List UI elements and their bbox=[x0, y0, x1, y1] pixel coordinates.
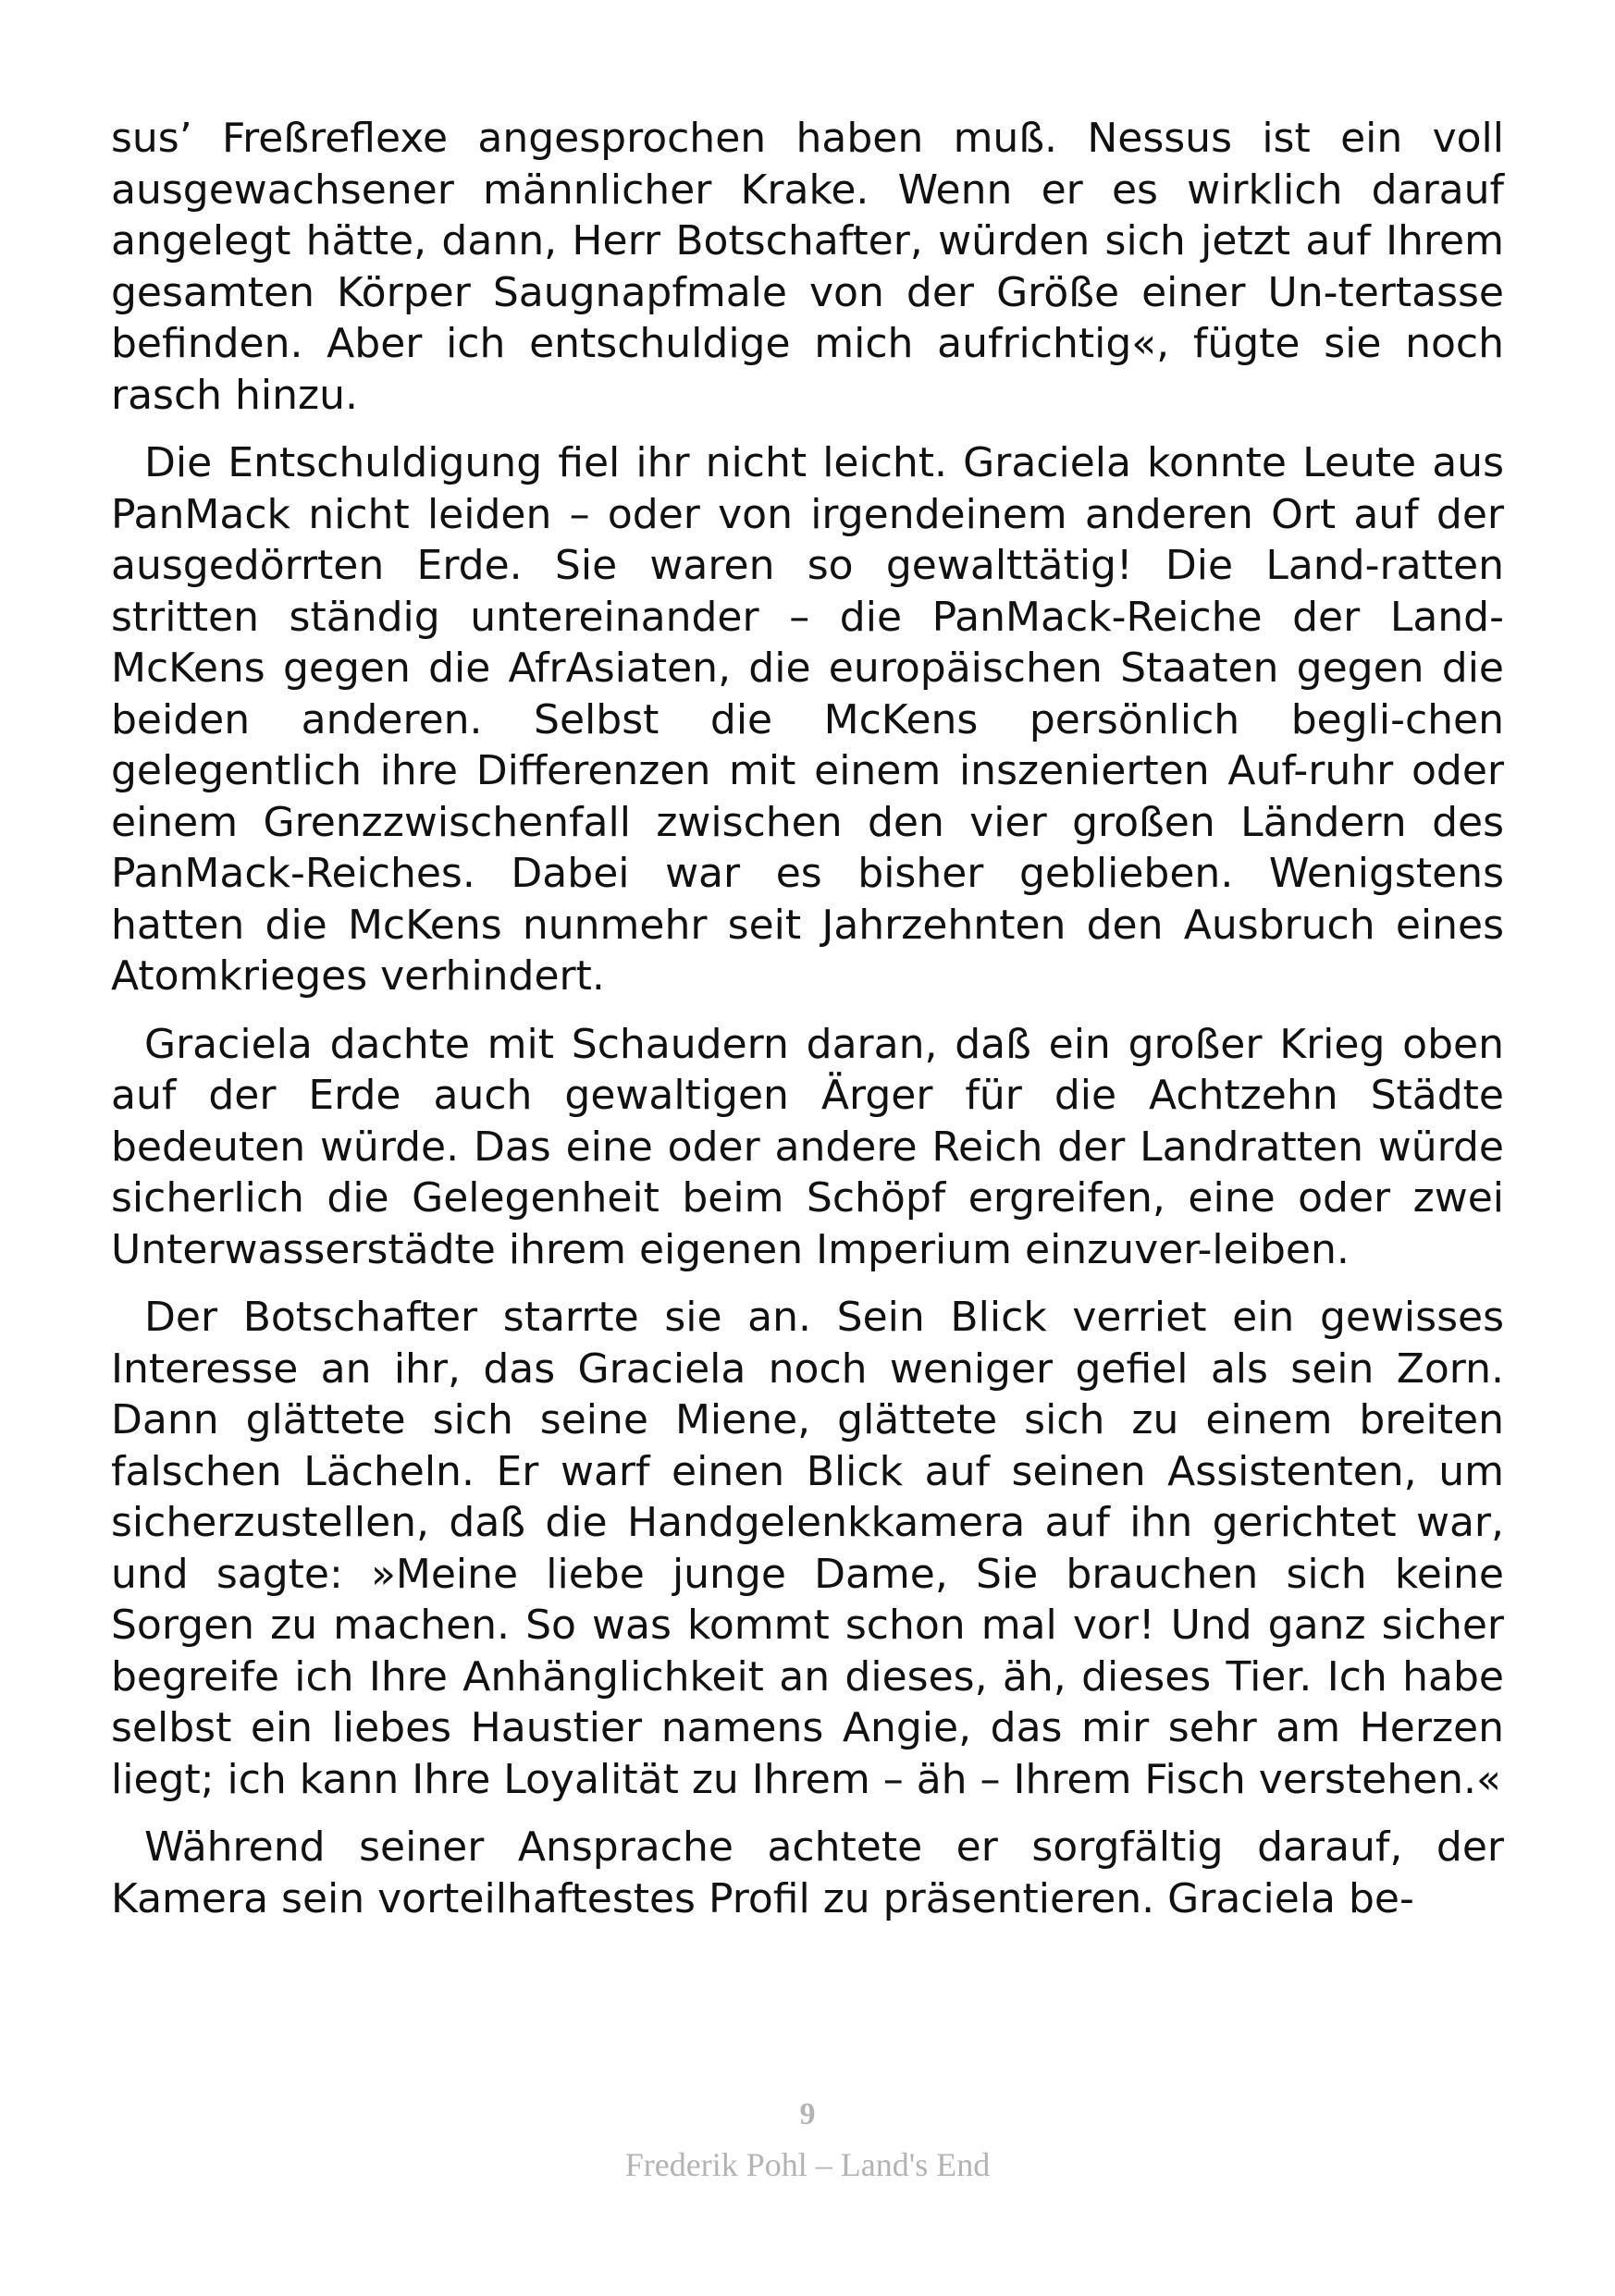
page-number: 9 bbox=[799, 2097, 816, 2131]
running-footer: Frederik Pohl – Land's End bbox=[624, 2146, 991, 2183]
paragraph-5: Während seiner Ansprache achtete er sorgfältig darauf, der Kamera sein vorteilhaftestes Profil zu präsentieren. Graciela be- bbox=[111, 1823, 1504, 1922]
paragraph-2: Die Entschuldigung fiel ihr nicht leicht. Graciela konnte Leute aus PanMack nicht leiden – oder von irgendeinem anderen Ort auf der ausgedörrten Erde. Sie waren so gewalttätig! Die Land-ratten stritten ständig untereinander – die PanMack-Reiche der Land-McKens gegen die AfrAsiaten, die europäischen Staaten gegen die beiden anderen. Selbst die McKens persönlich begli-chen gelegentlich ihre Differenzen mit einem inszenierten Auf-ruhr oder einem Grenzzwischenfall zwischen den vier großen Ländern des PanMack-Reiches. Dabei war es bisher geblieben. Wenigstens hatten die McKens nunmehr seit Jahrzehnten den Ausbruch eines Atomkrieges verhindert. bbox=[111, 439, 1504, 1000]
paragraph-4: Der Botschafter starrte sie an. Sein Blick verriet ein gewisses Interesse an ihr, das Graciela noch weniger gefiel als sein Zorn. Dann glättete sich seine Miene, glättete sich zu einem breiten falschen Lächeln. Er warf einen Blick auf seinen Assistenten, um sicherzustellen, daß die Handgelenkkamera auf ihn gerichtet war, und sagte: »Meine liebe junge Dame, Sie brauchen sich keine Sorgen zu machen. So was kommt schon mal vor! Und ganz sicher begreife ich Ihre Anhänglichkeit an dieses, äh, dieses Tier. Ich habe selbst ein liebes Haustier namens Angie, das mir sehr am Herzen liegt; ich kann Ihre Loyalität zu Ihrem – äh – Ihrem Fisch verstehen.« bbox=[111, 1294, 1504, 1803]
body-text bbox=[111, 113, 1504, 1941]
paragraph-1: sus’ Freßreflexe angesprochen haben muß. Nessus ist ein voll ausgewachsener männlicher Krake. Wenn er es wirklich darauf angelegt hätte, dann, Herr Botschafter, würden sich jetzt auf Ihrem gesamten Körper Saugnapfmale von der Größe einer Un-tertasse befinden. Aber ich entschuldige mich aufrichtig«, fügte sie noch rasch hinzu. bbox=[111, 115, 1504, 419]
paragraph-3: Graciela dachte mit Schaudern daran, daß ein großer Krieg oben auf der Erde auch gewaltigen Ärger für die Achtzehn Städte bedeuten würde. Das eine oder andere Reich der Landratten würde sicherlich die Gelegenheit beim Schöpf ergreifen, eine oder zwei Unterwasserstädte ihrem eigenen Imperium einzuver-leiben. bbox=[111, 1020, 1504, 1273]
